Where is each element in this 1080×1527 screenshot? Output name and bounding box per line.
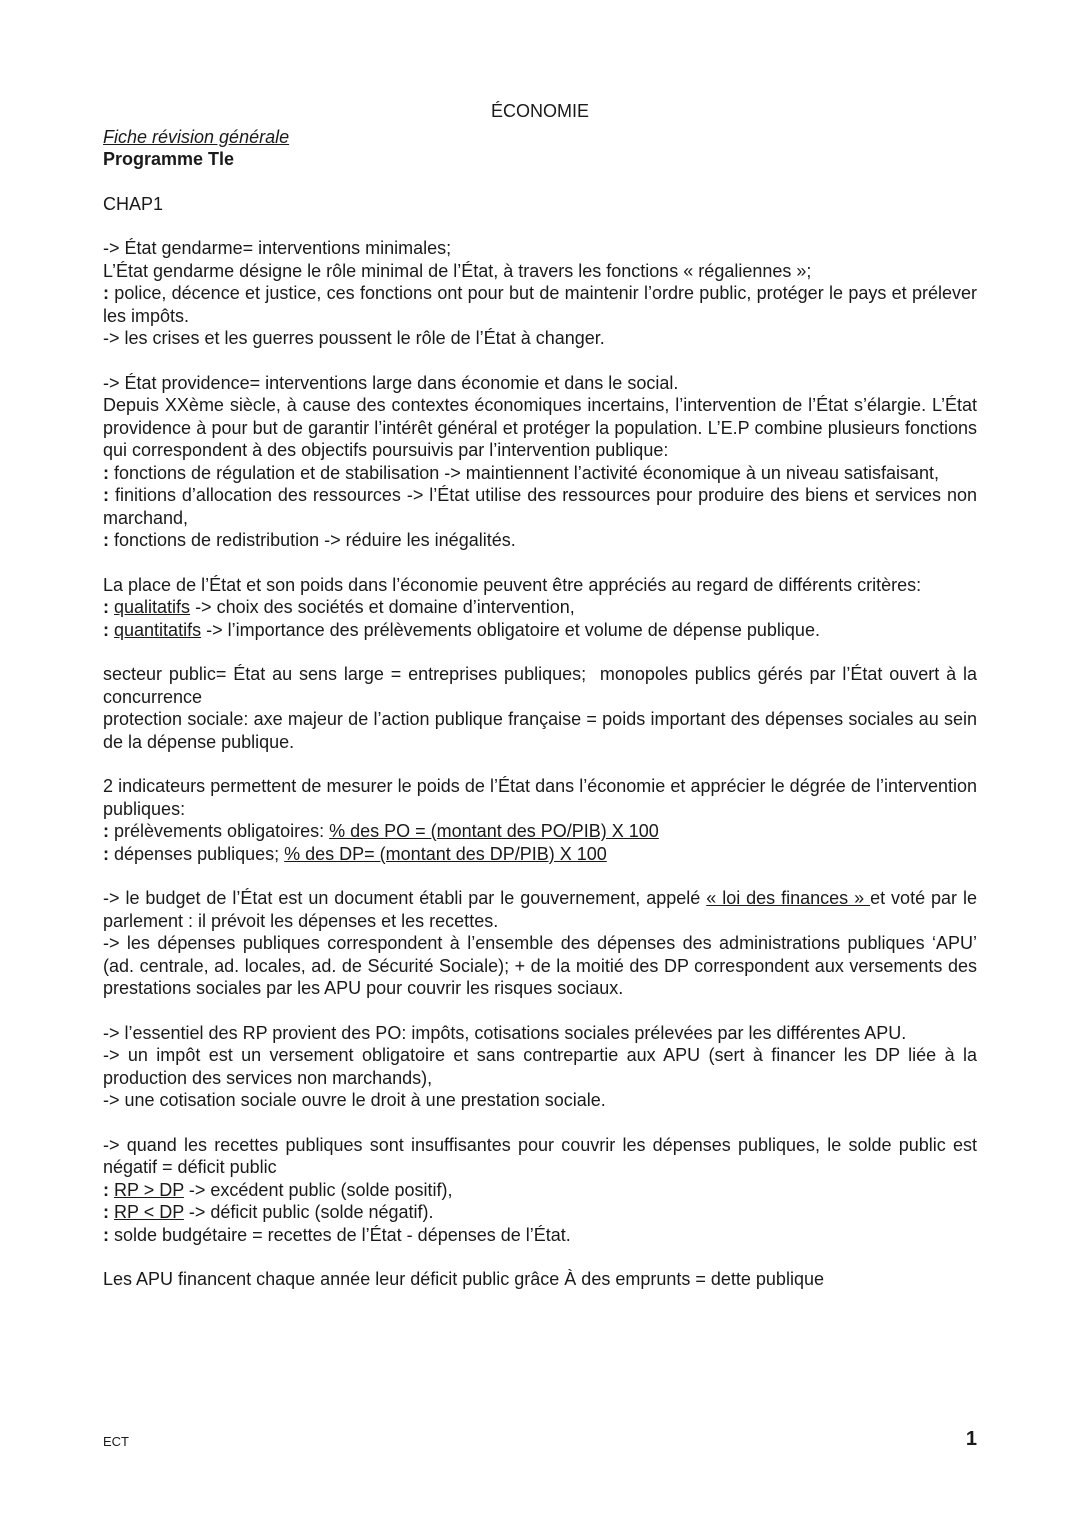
list-item-text: prélèvements obligatoires: [109, 821, 330, 841]
bullet-mark: : [103, 1202, 109, 1222]
bullet-mark: : [103, 283, 109, 303]
chapter-heading: CHAP1 [103, 193, 164, 214]
section-secteur-public [103, 663, 983, 753]
section-etat-providence [103, 372, 977, 552]
paragraph: -> État gendarme= interventions minimales; [103, 238, 452, 258]
underlined-term: RP > DP [114, 1179, 184, 1200]
section-indicateurs [103, 775, 977, 865]
list-item-text: -> l’importance des prélèvements obligatoire et volume de dépense publique. [201, 619, 820, 640]
list-item-text: police, décence et justice, ces fonctions ont pour but de maintenir l’ordre public, protéger le pays et prélever les impôts. [103, 283, 977, 326]
footer-label: ECT [103, 1434, 129, 1449]
list-item-text: -> excédent public (solde positif), [183, 1179, 453, 1200]
paragraph: 2 indicateurs permettent de mesurer le poids de l’État dans l’économie et apprécier le dégrée de l’intervention publiques: [103, 776, 977, 819]
list-item-text: fonctions de redistribution -> réduire les inégalités. [109, 530, 516, 550]
list-item-text: -> déficit public (solde négatif). [183, 1202, 434, 1222]
list-item [103, 282, 977, 327]
document-page [103, 100, 983, 1291]
paragraph: -> les dépenses publiques correspondent à l’ensemble des dépenses des administrations publiques ‘APU’ (ad. centrale, ad. locales, ad. de Sécurité Sociale); + de la moitié des DP correspondent aux versements des prestations sociales par les APU pour couvrir les risques sociaux. [103, 933, 977, 998]
paragraph: secteur public= État au sens large = entreprises publiques; monopoles publics gérés par l’État ouvert à la concurrence [103, 664, 983, 707]
bullet-mark: : [103, 485, 109, 505]
paragraph: -> les crises et les guerres poussent le rôle de l’État à changer. [103, 328, 605, 348]
list-item [103, 820, 977, 843]
paragraph: Les APU financent chaque année leur déficit public grâce À des emprunts = dette publique [103, 1269, 824, 1289]
paragraph: -> l’essentiel des RP provient des PO: impôts, cotisations sociales prélevées par les différentes APU. [103, 1022, 907, 1043]
section-solde [103, 1134, 977, 1247]
underlined-term: RP < DP [114, 1202, 184, 1222]
bullet-mark: : [103, 597, 109, 617]
list-item [103, 596, 977, 619]
bullet-mark: : [103, 1224, 109, 1245]
paragraph: L’État gendarme désigne le rôle minimal de l’État, à travers les fonctions « régaliennes »; [103, 260, 812, 281]
section-budget [103, 887, 977, 1000]
list-item [103, 462, 977, 485]
list-item [103, 529, 977, 552]
bullet-mark: : [103, 530, 109, 550]
document-title: ÉCONOMIE [490, 101, 589, 121]
paragraph-text: et voté par le parlement : il prévoit les dépenses et les recettes. [103, 888, 978, 931]
paragraph: -> quand les recettes publiques sont insuffisantes pour couvrir les dépenses publiques, le solde public est négatif = déficit public [103, 1134, 977, 1177]
paragraph: -> un impôt est un versement obligatoire et sans contrepartie aux APU (sert à financer les DP liée à la production des services non marchands), [103, 1045, 977, 1088]
list-item [103, 619, 977, 642]
underlined-term: qualitatifs [114, 597, 191, 617]
list-item-text: solde budgétaire = recettes de l’État - dépenses de l’État. [109, 1224, 571, 1245]
bullet-mark: : [103, 462, 109, 483]
underlined-term: « loi des finances » [706, 888, 871, 908]
section-etat-gendarme [103, 237, 977, 350]
list-item-text: finitions d’allocation des ressources -> l’État utilise des ressources pour produire des biens et services non marchand, [103, 485, 977, 528]
document-subtitle: Fiche révision générale [103, 126, 290, 147]
paragraph [103, 887, 977, 932]
section-dette [103, 1268, 977, 1291]
paragraph: -> État providence= interventions large dans économie et dans le social. [103, 372, 679, 393]
paragraph: La place de l’État et son poids dans l’économie peuvent être appréciés au regard de différents critères: [103, 574, 922, 595]
program-heading: Programme Tle [103, 149, 235, 169]
formula: % des PO = (montant des PO/PIB) X 100 [329, 821, 659, 841]
page-number: 1 [965, 1428, 977, 1450]
list-item-text: dépenses publiques; [109, 843, 285, 864]
bullet-mark: : [103, 619, 109, 640]
bullet-mark: : [103, 821, 109, 841]
bullet-mark: : [103, 1179, 109, 1200]
paragraph: -> une cotisation sociale ouvre le droit à une prestation sociale. [103, 1090, 606, 1110]
formula: % des DP= (montant des DP/PIB) X 100 [284, 843, 607, 864]
section-place-etat [103, 574, 977, 642]
list-item [103, 843, 977, 866]
list-item-text: fonctions de régulation et de stabilisation -> maintiennent l’activité économique à un niveau satisfaisant, [109, 462, 940, 483]
section-recettes [103, 1022, 977, 1112]
paragraph: Depuis XXème siècle, à cause des contextes économiques incertains, l’intervention de l’État s’élargie. L’État providence à pour but de garantir l’intérêt général et protéger la population. L’E.P combine plusieurs fonctions qui correspondent à des objectifs poursuivis par l’intervention publique: [103, 395, 977, 460]
list-item [103, 1201, 977, 1224]
list-item [103, 484, 977, 529]
paragraph: protection sociale: axe majeur de l’action publique française = poids important des dépenses sociales au sein de la dépense publique. [103, 709, 977, 752]
bullet-mark: : [103, 843, 109, 864]
list-item [103, 1179, 977, 1202]
list-item-text: -> choix des sociétés et domaine d’intervention, [190, 597, 575, 617]
list-item [103, 1224, 977, 1247]
underlined-term: quantitatifs [114, 619, 202, 640]
paragraph-text: -> le budget de l’État est un document établi par le gouvernement, appelé [103, 888, 707, 908]
